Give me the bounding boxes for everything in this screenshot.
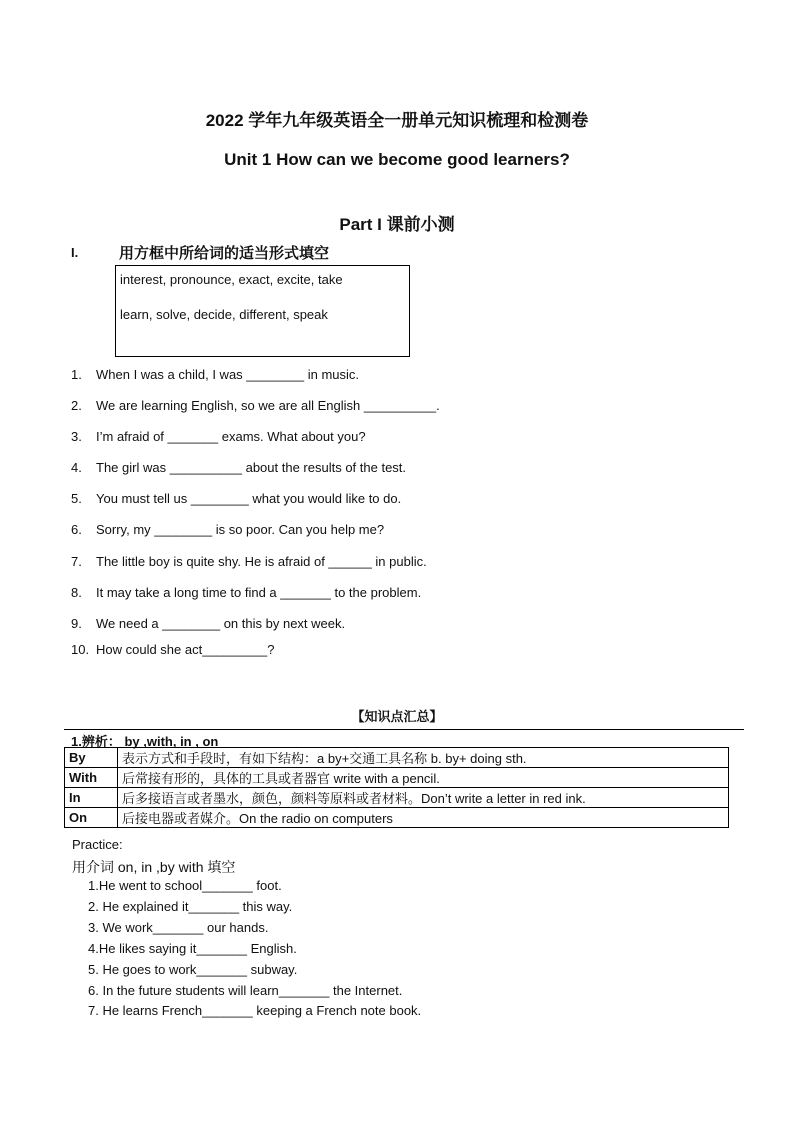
question-text: When I was a child, I was ________ in music.	[96, 367, 360, 382]
section-instruction: 用方框中所给词的适当形式填空	[119, 245, 330, 262]
question-text: We need a ________ on this by next week.	[96, 616, 346, 631]
question-number: 3.	[71, 429, 82, 444]
part-title: Part I 课前小测	[339, 215, 455, 234]
question-text: Sorry, my ________ is so poor. Can you help me?	[96, 522, 385, 537]
word-box-line-2: learn, solve, decide, different, speak	[120, 307, 328, 322]
question-item	[71, 642, 275, 657]
preposition-key: In	[65, 788, 118, 808]
question-item	[71, 460, 406, 475]
practice-item: 4.He likes saying it_______ English.	[88, 941, 297, 956]
table-row	[65, 788, 729, 808]
preposition-desc: 后接电器或者媒介。On the radio on computers	[118, 808, 729, 828]
preposition-key: On	[65, 808, 118, 828]
preposition-key: With	[65, 768, 118, 788]
knowledge-title: 【知识点汇总】	[351, 709, 443, 724]
divider	[64, 729, 744, 730]
question-number: 9.	[71, 616, 82, 631]
question-number: 5.	[71, 491, 82, 506]
question-item	[71, 429, 366, 444]
practice-item: 1.He went to school_______ foot.	[88, 878, 282, 893]
question-item	[71, 616, 345, 631]
question-number: 6.	[71, 522, 82, 537]
word-box-line-1: interest, pronounce, exact, excite, take	[120, 272, 343, 287]
question-number: 2.	[71, 398, 82, 413]
knowledge-heading: 1.辨析： by ,with, in , on	[71, 734, 219, 749]
table-row	[65, 748, 729, 768]
practice-item: 5. He goes to work_______ subway.	[88, 962, 298, 977]
practice-item: 2. He explained it_______ this way.	[88, 899, 293, 914]
practice-instruction: 用介词 on, in ,by with 填空	[72, 859, 236, 875]
question-number: 10.	[71, 642, 90, 657]
word-box	[115, 265, 410, 357]
unit-title: Unit 1 How can we become good learners?	[224, 150, 570, 169]
preposition-key: By	[65, 748, 118, 768]
practice-item: 6. In the future students will learn_______ the Internet.	[88, 983, 403, 998]
practice-item: 7. He learns French_______ keeping a French note book.	[88, 1003, 422, 1018]
table-row	[65, 808, 729, 828]
preposition-table	[64, 747, 729, 828]
question-text: The girl was __________ about the results of the test.	[96, 460, 407, 475]
preposition-desc: 表示方式和手段时，有如下结构：a by+交通工具名称 b. by+ doing sth.	[118, 748, 729, 768]
question-number: 1.	[71, 367, 82, 382]
question-number: 7.	[71, 554, 82, 569]
question-text: It may take a long time to find a _______ to the problem.	[96, 585, 422, 600]
question-text: I’m afraid of _______ exams. What about you?	[96, 429, 366, 444]
question-number: 4.	[71, 460, 82, 475]
practice-item: 3. We work_______ our hands.	[88, 920, 269, 935]
question-text: We are learning English, so we are all English __________.	[96, 398, 440, 413]
question-item	[71, 398, 440, 413]
preposition-desc: 后多接语言或者墨水，颜色，颜料等原料或者材料。Don’t write a letter in red ink.	[118, 788, 729, 808]
preposition-desc: 后常接有形的，具体的工具或者器官 write with a pencil.	[118, 768, 729, 788]
question-item	[71, 585, 421, 600]
table-row	[65, 768, 729, 788]
document-title: 2022 学年九年级英语全一册单元知识梳理和检测卷	[205, 111, 589, 130]
question-text: How could she act_________?	[96, 642, 275, 657]
practice-label: Practice:	[72, 837, 123, 852]
section-number: I.	[71, 245, 79, 260]
question-item	[71, 491, 401, 506]
question-item	[71, 522, 384, 537]
question-item	[71, 554, 427, 569]
question-item	[71, 367, 359, 382]
question-number: 8.	[71, 585, 82, 600]
question-text: The little boy is quite shy. He is afraid of ______ in public.	[96, 554, 427, 569]
question-text: You must tell us ________ what you would like to do.	[96, 491, 402, 506]
